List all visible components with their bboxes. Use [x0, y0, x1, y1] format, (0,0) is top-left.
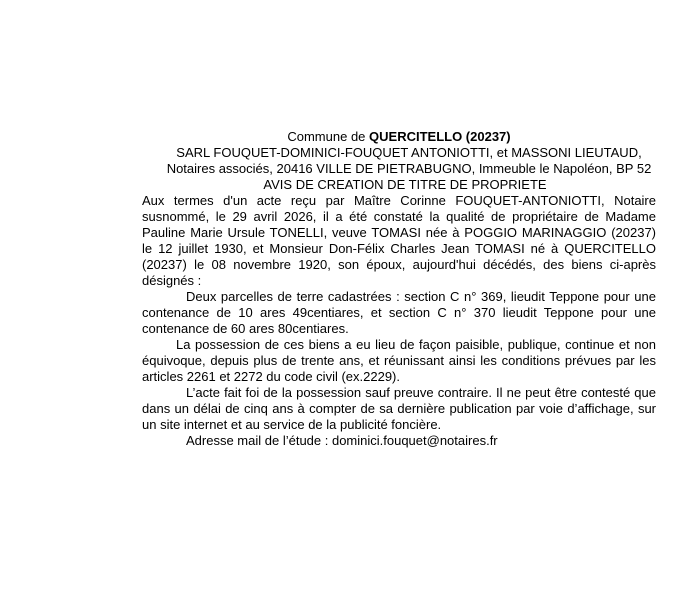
legal-notice — [142, 129, 656, 449]
email-line: Adresse mail de l’étude : dominici.fouquet@notaires.fr — [186, 433, 498, 448]
paragraph-contestation: L’acte fait foi de la possession sauf preuve contraire. Il ne peut être contesté que dans un délai de cinq ans à compter de sa dernière publication par voie d’affichage, sur un site internet et au service de la publicité foncière. — [142, 385, 656, 432]
commune-name: QUERCITELLO (20237) — [369, 129, 511, 144]
commune-heading — [142, 129, 656, 145]
avis-title: AVIS DE CREATION DE TITRE DE PROPRIETE — [263, 177, 547, 192]
paragraph-parcelles: Deux parcelles de terre cadastrées : section C n° 369, lieudit Teppone pour une contenance de 10 ares 49centiares, et section C n° 370 lieudit Teppone pour une contenance de 60 ares 80centiares. — [142, 289, 656, 336]
notaires-heading: SARL FOUQUET-DOMINICI-FOUQUET ANTONIOTTI, et MASSONI LIEUTAUD, Notaires associés, 20416 VILLE DE PIETRABUGNO, Immeuble le Napoléon, BP 52 — [166, 145, 652, 176]
commune-prefix: Commune de — [287, 129, 366, 144]
paragraph-acte: Aux termes d'un acte reçu par Maître Corinne FOUQUET-ANTONIOTTI, Notaire susnommé, le 29 avril 2026, il a été constaté la qualité de propriétaire de Madame Pauline Marie Ursule TONELLI, veuve TOMASI née à POGGIO MARINAGGIO (20237) le 12 juillet 1930, et Monsieur Don-Félix Charles Jean TOMASI né à QUERCITELLO (20237) le 08 novembre 1920, son époux, aujourd'hui décédés, des biens ci-après désignés : — [142, 193, 656, 288]
paragraph-possession: La possession de ces biens a eu lieu de façon paisible, publique, continue et non équivoque, depuis plus de trente ans, et réunissant ainsi les conditions prévues par les articles 2261 et 2272 du code civil (ex.2229). — [142, 337, 656, 384]
